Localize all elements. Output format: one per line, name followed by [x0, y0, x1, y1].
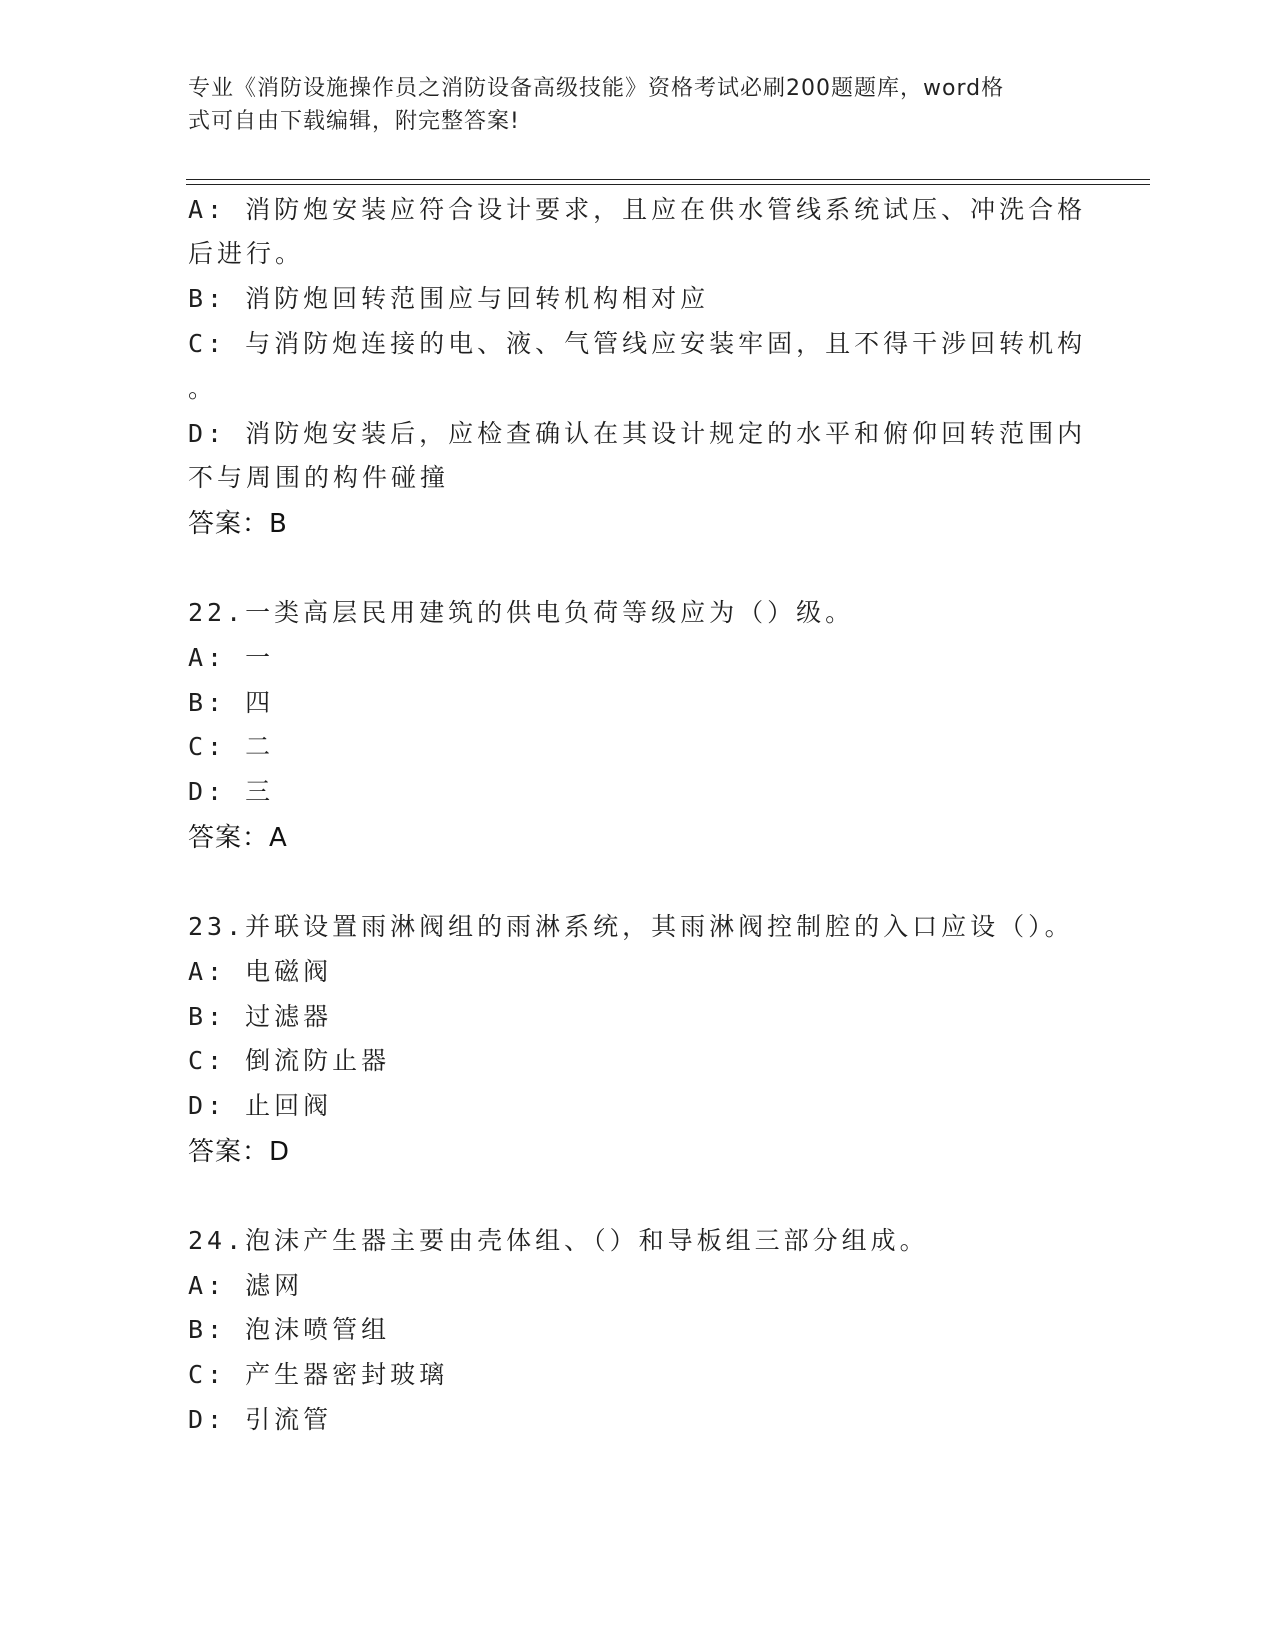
header-divider-top	[186, 179, 1150, 180]
q22-option-b: B: 四	[188, 688, 275, 717]
q24-question: 24.泡沫产生器主要由壳体组、（）和导板组三部分组成。	[188, 1226, 929, 1255]
q21-option-b: B: 消防炮回转范围应与回转机构相对应	[188, 284, 710, 313]
header-line-2: 式可自由下载编辑，附完整答案!	[188, 109, 520, 134]
q24-option-d: D: 引流管	[188, 1405, 333, 1434]
q21-option-c-line2: 。	[188, 374, 218, 403]
q23-answer: 答案：D	[188, 1137, 291, 1167]
q22-option-d: D: 三	[188, 777, 275, 806]
q21-option-c-line1: C: 与消防炮连接的电、液、气管线应安装牢固，且不得干涉回转机构	[188, 329, 1087, 358]
q23-question: 23.并联设置雨淋阀组的雨淋系统，其雨淋阀控制腔的入口应设（）。	[188, 912, 1074, 941]
document-header	[188, 72, 1068, 138]
q23-option-c: C: 倒流防止器	[188, 1046, 391, 1075]
q24-option-a: A: 滤网	[188, 1271, 304, 1300]
header-divider-bottom	[186, 184, 1150, 185]
q21-answer: 答案：B	[188, 509, 288, 539]
q22-option-a: A: 一	[188, 643, 275, 672]
q24-option-b: B: 泡沫喷管组	[188, 1315, 391, 1344]
q23-option-b: B: 过滤器	[188, 1002, 333, 1031]
q22-question: 22.一类高层民用建筑的供电负荷等级应为（）级。	[188, 598, 855, 627]
q21-option-d-line2: 不与周围的构件碰撞	[188, 463, 450, 492]
header-line-1: 专业《消防设施操作员之消防设备高级技能》资格考试必刷200题题库，word格	[188, 76, 1005, 101]
q23-option-a: A: 电磁阀	[188, 957, 333, 986]
q22-option-c: C: 二	[188, 732, 275, 761]
q22-answer: 答案：A	[188, 823, 288, 853]
q21-option-d-line1: D: 消防炮安装后，应检查确认在其设计规定的水平和俯仰回转范围内	[188, 419, 1087, 448]
q23-option-d: D: 止回阀	[188, 1091, 333, 1120]
q24-option-c: C: 产生器密封玻璃	[188, 1360, 449, 1389]
q21-option-a-line2: 后进行。	[188, 239, 305, 268]
q21-option-a-line1: A: 消防炮安装应符合设计要求，且应在供水管线系统试压、冲洗合格	[188, 195, 1087, 224]
